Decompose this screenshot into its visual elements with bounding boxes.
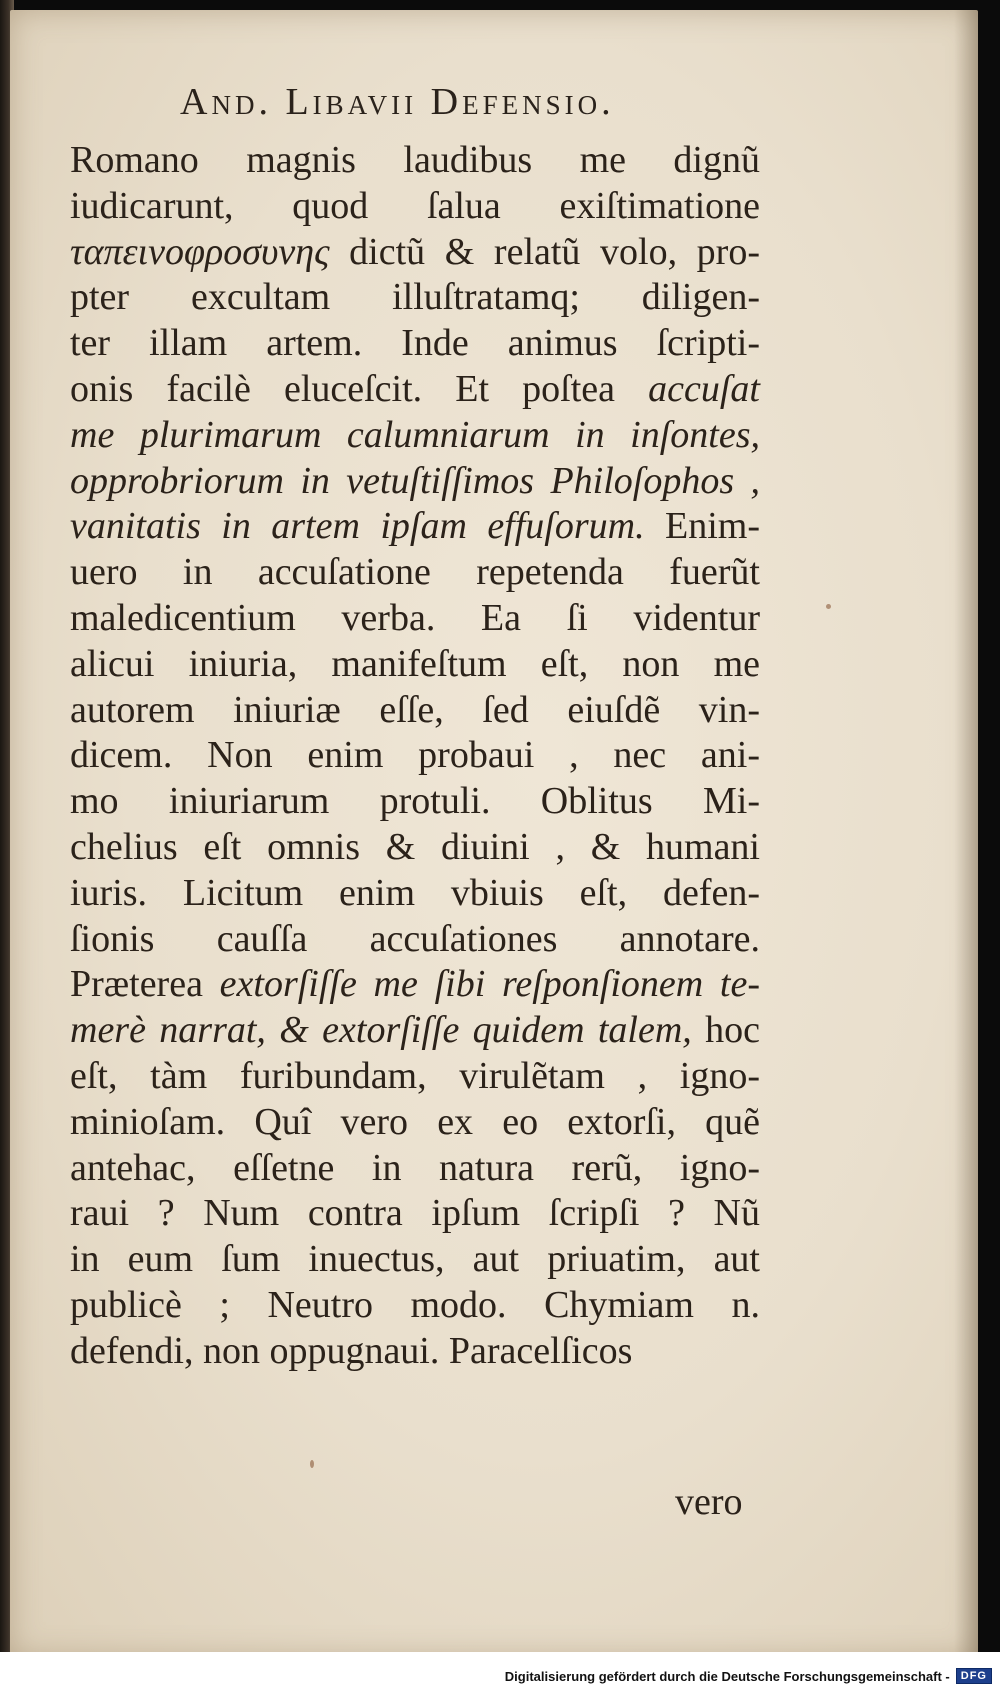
text-line (70, 413, 760, 459)
italic-span: merè narrat, & extorſiſſe quidem talem, (70, 1009, 692, 1052)
catchword: vero (675, 1481, 743, 1523)
paper-speck (826, 604, 831, 609)
roman-span: alicui iniuria, manifeſtum eſt, non me (70, 642, 760, 685)
text-line (70, 733, 760, 779)
text-line (70, 1008, 760, 1054)
text-line (70, 642, 760, 688)
roman-span: dictũ & relatũ volo, pro- (349, 230, 760, 273)
text-line (70, 184, 760, 230)
italic-span: vanitatis in artem ipſam effuſorum. (70, 505, 645, 548)
text-line (70, 367, 760, 413)
roman-span: hoc (691, 1009, 760, 1052)
roman-span: iuris. Licitum enim vbiuis eſt, defen- (70, 871, 760, 914)
text-line (70, 550, 760, 596)
text-line (70, 321, 760, 367)
roman-span: ſionis cauſſa accuſationes annotare. (70, 917, 760, 960)
italic-span: extorſiſſe me ſibi reſponſionem te- (219, 963, 760, 1006)
roman-span: autorem iniuriæ eſſe, ſed eiuſdẽ vin- (70, 688, 760, 731)
italic-span: opprobriorum in vetuſtiſſimos Philoſophos , (70, 459, 760, 502)
roman-span: in eum ſum inuectus, aut priuatim, aut (70, 1238, 760, 1281)
roman-span: iudicarunt, quod ſalua exiſtimatione (70, 184, 760, 227)
body-text (70, 138, 760, 1375)
text-line (70, 1191, 760, 1237)
roman-span: maledicentium verba. Ea ſi videntur (70, 596, 760, 639)
text-line (70, 1329, 760, 1375)
text-line (70, 504, 760, 550)
text-line (70, 962, 760, 1008)
page-gutter-shadow (954, 10, 978, 1658)
text-line (70, 825, 760, 871)
scan-footer (505, 1668, 992, 1684)
text-line (70, 1100, 760, 1146)
roman-span: Præterea (70, 963, 220, 1006)
italic-span: accuſat (648, 367, 760, 410)
roman-span: Romano magnis laudibus me dignũ (70, 139, 760, 181)
text-line (70, 459, 760, 505)
roman-span: minioſam. Quî vero ex eo extorſi, quẽ (70, 1100, 760, 1143)
text-line (70, 1146, 760, 1192)
footer-credit: Digitalisierung gefördert durch die Deutsche Forschungsgemeinschaft - (504, 1668, 950, 1684)
text-line (70, 1237, 760, 1283)
roman-span: pter excultam illuſtratamq; diligen- (70, 276, 760, 319)
book-page (10, 10, 978, 1658)
roman-span: onis facilè eluceſcit. Et poſtea (70, 367, 649, 410)
text-line (70, 1283, 760, 1329)
roman-span: antehac, eſſetne in natura rerũ, igno- (70, 1146, 760, 1189)
text-line (70, 275, 760, 321)
roman-span: Enim- (644, 505, 760, 548)
roman-span: raui ? Num contra ipſum ſcripſi ? Nũ (70, 1192, 760, 1235)
roman-span: ter illam artem. Inde animus ſcripti- (70, 322, 760, 365)
text-line (70, 688, 760, 734)
roman-span: dicem. Non enim probaui , nec ani- (70, 734, 760, 777)
text-line (70, 917, 760, 963)
roman-span: eſt, tàm furibundam, virulẽtam , igno- (70, 1054, 760, 1097)
text-line (70, 230, 760, 276)
text-line (70, 596, 760, 642)
roman-span: chelius eſt omnis & diuini , & humani (70, 825, 760, 868)
roman-span: defendi, non oppugnaui. Paracelſicos (70, 1329, 633, 1372)
roman-span: mo iniuriarum protuli. Oblitus Mi- (70, 780, 760, 823)
roman-span: uero in accuſatione repetenda fuerũt (70, 551, 760, 594)
text-line (70, 1054, 760, 1100)
text-line (70, 138, 760, 184)
italic-span: me plurimarum calumniarum in inſontes, (70, 413, 760, 456)
text-line (70, 871, 760, 917)
dfg-logo-icon: DFG (956, 1668, 992, 1684)
text-line (70, 779, 760, 825)
running-head: And. Libavii Defensio. (180, 81, 615, 123)
paper-speck (310, 1460, 314, 1468)
italic-span: ταπεινοφροσυνης (70, 230, 350, 273)
roman-span: publicè ; Neutro modo. Chymiam n. (70, 1283, 760, 1326)
